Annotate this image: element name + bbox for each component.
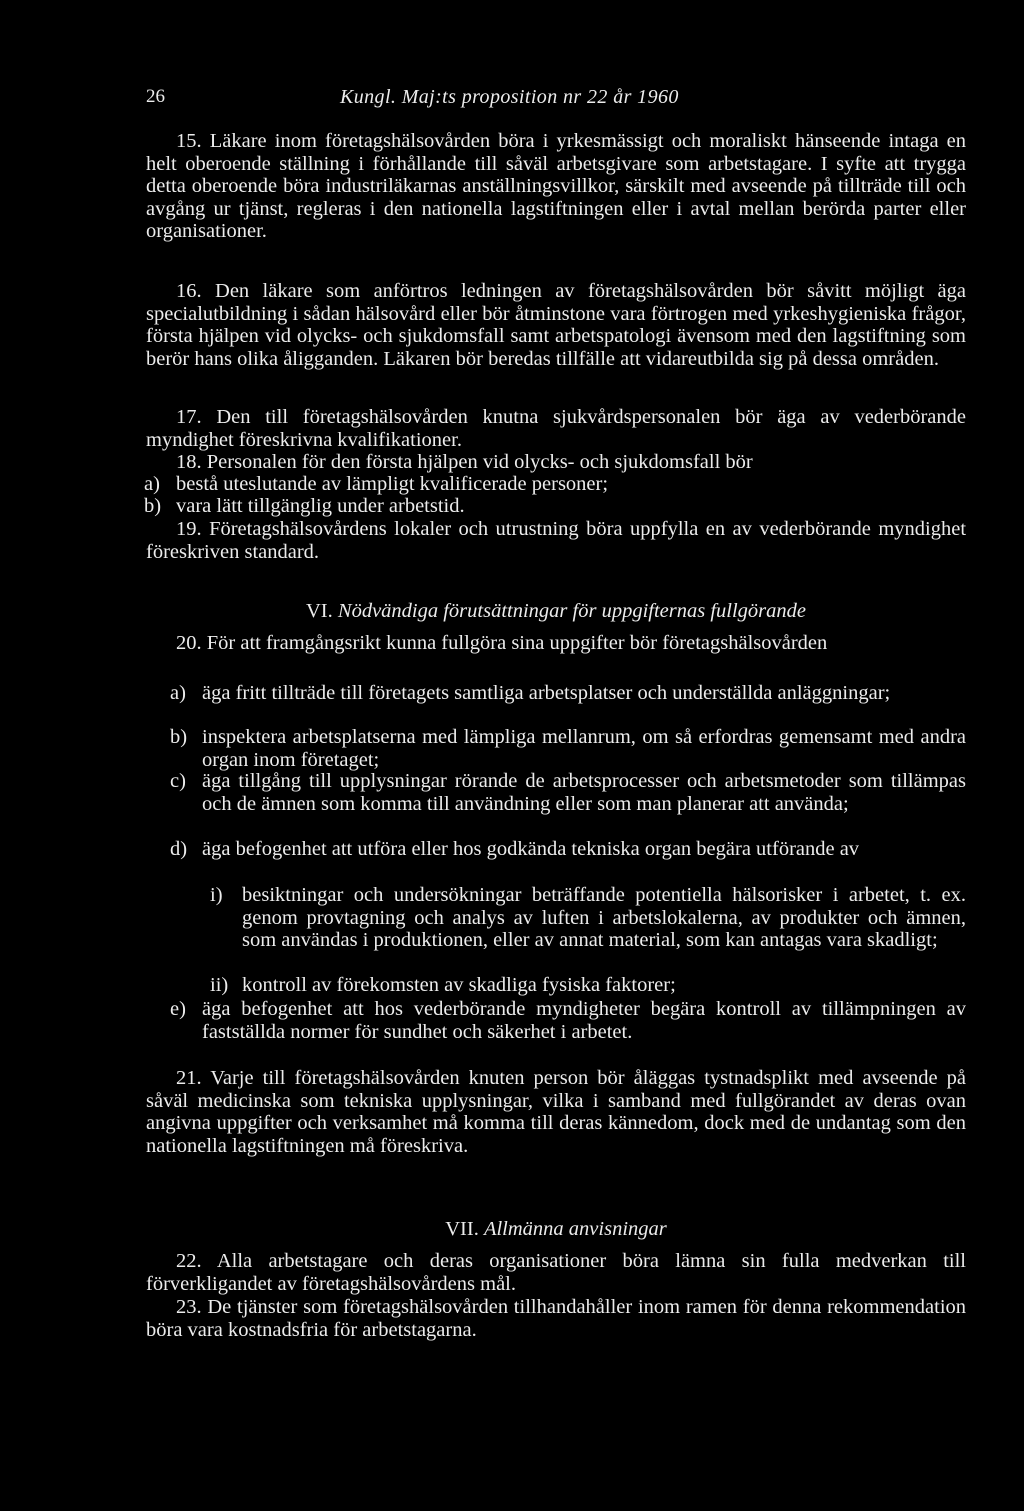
paragraph-22 [146,1250,966,1295]
paragraph-number: 16. [176,280,202,302]
section-numeral: VII. [445,1218,479,1240]
item-label: i) [210,884,223,906]
list-subitem-ii [210,974,966,997]
paragraph-number: 20. [176,632,202,654]
item-text: äga befogenhet att hos vederbörande myndigheter begära kontroll av tillämpningen av fastställda normer för sundhet och säkerhet i arbetet. [202,998,966,1043]
page-header [146,86,966,112]
paragraph-20 [146,632,966,655]
paragraph-18 [146,451,966,474]
item-text: äga tillgång till upplysningar rörande de arbetsprocesser och arbetsmetoder som tillämpas och de ämnen som komma till användning eller som man planerar att använda; [202,770,966,815]
list-item-18a [144,473,966,496]
running-title: Kungl. Maj:ts proposition nr 22 år 1960 [340,86,679,108]
paragraph-text: För att framgångsrikt kunna fullgöra sina uppgifter bör företagshälsovården [206,632,828,654]
paragraph-23 [146,1296,966,1341]
section-numeral: VI. [306,600,333,622]
section-title: Allmänna anvisningar [483,1218,667,1240]
section-heading-vi [146,600,966,623]
paragraph-number: 15. [176,130,202,152]
item-label: c) [170,770,186,792]
item-label: a) [170,682,186,704]
paragraph-17 [146,406,966,451]
item-text: besiktningar och undersökningar beträffande potentiella hälsorisker i arbetet, t. ex. genom provtagning och analys av luften i arbetslokalerna, av produkter och ämnen, som användas i produktionen, eller av annat material, som kan antagas vara skadligt; [242,884,966,951]
paragraph-number: 19. [176,518,202,540]
paragraph-text: Företagshälsovårdens lokaler och utrustning böra uppfylla en av vederbörande myndighet föreskriven standard. [146,518,967,563]
item-label: d) [170,838,188,860]
list-item-20a [170,682,966,705]
page-number: 26 [146,86,165,107]
paragraph-15 [146,130,966,243]
list-item-20d [170,838,966,861]
paragraph-number: 17. [176,406,202,428]
paragraph-text: Läkare inom företagshälsovården böra i yrkesmässigt och moraliskt hänseende intaga en helt oberoende ställning i förhållande till såväl arbetsgivare som arbetstagare. I syfte att trygga detta oberoende böra industriläkarnas anställningsvillkor, särskilt med avseende på tillträde till och avgång ur tjänst, regleras i den nationella lagstiftningen eller i avtal mellan berörda parter eller organisationer. [146,130,967,242]
paragraph-number: 21. [176,1067,202,1089]
item-text: bestå uteslutande av lämpligt kvalificerade personer; [176,473,609,495]
paragraph-text: Den läkare som anförtros ledningen av företagshälsovården bör såvitt möjligt äga specialutbildning i sådan hälsovård eller bör åtminstone vara förtrogen med yrkeshygieniska frågor, första hjälpen vid olycks- och sjukdomsfall samt arbetspatologi ävensom med den lagstiftning som berör hans olika åligganden. Läkaren bör beredas tillfälle att vidareutbilda sig på dessa områden. [146,280,966,370]
item-label: b) [144,495,162,517]
item-label: e) [170,998,186,1020]
list-subitem-i [210,884,966,952]
paragraph-text: Personalen för den första hjälpen vid olycks- och sjukdomsfall bör [206,451,753,473]
section-title: Nödvändiga förutsättningar för uppgifternas fullgörande [337,600,806,622]
paragraph-text: Varje till företagshälsovården knuten person bör åläggas tystnadsplikt med avseende på såväl medicinska som tekniska upplysningar, vilka i samband med fullgörandet av deras ovan angivna uppgifter och verksamhet må komma till deras kännedom, dock med de undantag som den nationella lagstiftningen må föreskriva. [146,1067,966,1157]
paragraph-text: De tjänster som företagshälsovården tillhandahåller inom ramen för denna rekommendation böra vara kostnadsfria för arbetstagarna. [146,1296,967,1341]
item-text: äga befogenhet att utföra eller hos godkända tekniska organ begära utförande av [202,838,860,860]
list-item-18b [144,495,966,518]
paragraph-number: 18. [176,451,202,473]
item-label: ii) [210,974,229,996]
item-text: vara lätt tillgänglig under arbetstid. [176,495,465,517]
paragraph-21 [146,1067,966,1157]
item-text: inspektera arbetsplatserna med lämpliga mellanrum, om så erfordras gemensamt med andra organ inom företaget; [202,726,966,771]
paragraph-19 [146,518,966,563]
item-text: kontroll av förekomsten av skadliga fysiska faktorer; [242,974,676,996]
paragraph-16 [146,280,966,370]
paragraph-number: 23. [176,1296,202,1318]
section-heading-vii [146,1218,966,1241]
list-item-20c [170,770,966,815]
paragraph-number: 22. [176,1250,202,1272]
paragraph-text: Alla arbetstagare och deras organisationer böra lämna sin fulla medverkan till förverkligandet av företagshälsovårdens mål. [146,1250,966,1295]
list-item-20b [170,726,966,771]
item-label: a) [144,473,160,495]
paragraph-text: Den till företagshälsovården knutna sjukvårdspersonalen bör äga av vederbörande myndighet föreskrivna kvalifikationer. [146,406,966,451]
item-text: äga fritt tillträde till företagets samtliga arbetsplatser och underställda anläggningar; [202,682,891,704]
item-label: b) [170,726,188,748]
list-item-20e [170,998,966,1043]
